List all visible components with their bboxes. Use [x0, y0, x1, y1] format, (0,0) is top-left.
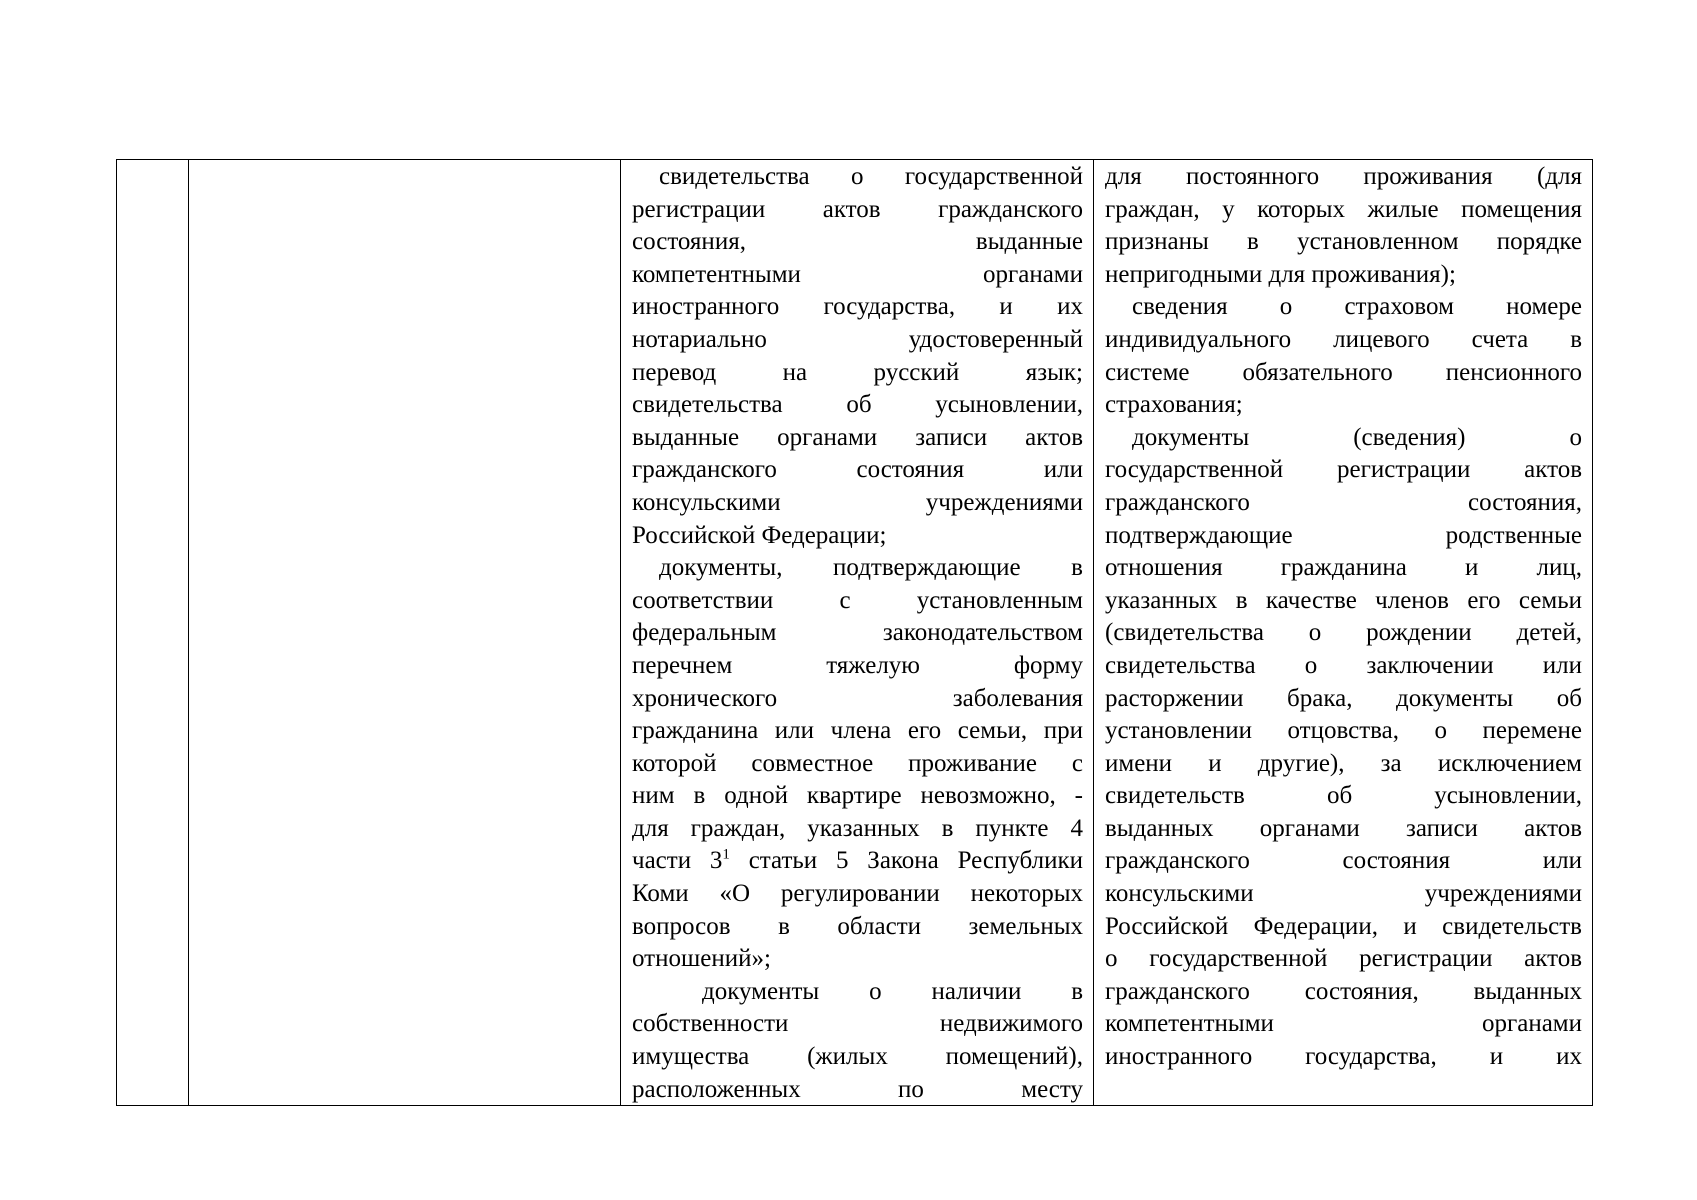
text-line: о государственной регистрации актов: [1105, 945, 1582, 973]
text-line: нотариально удостоверенный: [632, 325, 1083, 353]
text-line: гражданского состояния или: [632, 456, 1083, 484]
text-line: перевод на русский язык;: [632, 358, 1083, 386]
text-line: федеральным законодательством: [632, 619, 1083, 647]
text-line: Коми «О регулировании некоторых: [632, 880, 1083, 908]
text-line: [632, 845, 1083, 878]
text-line: государственной регистрации актов: [1105, 456, 1582, 484]
text-line: непригодными для проживания);: [1105, 260, 1456, 288]
text-line: выданных органами записи актов: [1105, 814, 1582, 842]
text-line: системе обязательного пенсионного: [1105, 358, 1582, 386]
text-line: консульскими учреждениями: [1105, 880, 1582, 908]
text-line: состояния, выданные: [632, 228, 1083, 256]
text-line: расторжении брака, документы об: [1105, 684, 1582, 712]
text-line: установлении отцовства, о перемене: [1105, 717, 1582, 745]
text-line: регистрации актов гражданского: [632, 195, 1083, 223]
text-line: перечнем тяжелую форму: [632, 651, 1083, 679]
text-line: признаны в установленном порядке: [1105, 228, 1582, 256]
text-line: Российской Федерации, и свидетельств: [1105, 912, 1582, 940]
text-line: вопросов в области земельных: [632, 912, 1083, 940]
text-line: собственности недвижимого: [632, 1010, 1083, 1038]
text-line: ним в одной квартире невозможно, -: [632, 782, 1083, 810]
text-line: свидетельства о государственной: [659, 163, 1083, 190]
text-line: отношения гражданина и лиц,: [1105, 554, 1582, 582]
text-fragment: статьи 5 Закона Республики: [729, 847, 1083, 875]
text-line: компетентными органами: [632, 260, 1083, 288]
text-line: расположенных по месту: [632, 1075, 1083, 1103]
table-row: [117, 160, 1593, 1106]
text-line: указанных в качестве членов его семьи: [1105, 586, 1582, 614]
text-line: свидетельства о заключении или: [1105, 651, 1582, 679]
superscript: 1: [722, 847, 730, 864]
text-line: соответствии с установленным: [632, 586, 1083, 614]
documents-cell: [621, 160, 1094, 1106]
text-line: документы о наличии в: [702, 977, 1083, 1005]
text-line: сведения о страховом номере: [1132, 293, 1582, 321]
text-line: документы (сведения) о: [1132, 423, 1582, 451]
document-table: [116, 159, 1593, 1106]
text-line: иностранного государства, и их: [632, 293, 1083, 321]
text-line: подтверждающие родственные: [1105, 521, 1582, 549]
details-cell: [1094, 160, 1593, 1106]
text-line: консульскими учреждениями: [632, 488, 1083, 516]
text-line: иностранного государства, и их: [1105, 1043, 1582, 1071]
text-line: для граждан, указанных в пункте 4: [632, 814, 1083, 842]
text-line: которой совместное проживание с: [632, 749, 1083, 777]
text-line: хронического заболевания: [632, 684, 1083, 712]
text-line: гражданского состояния, выданных: [1105, 977, 1582, 1005]
name-cell: [189, 160, 621, 1106]
text-fragment: части 3: [632, 847, 723, 875]
text-line: граждан, у которых жилые помещения: [1105, 195, 1582, 223]
text-line: имени и другие), за исключением: [1105, 749, 1582, 777]
number-cell: [117, 160, 189, 1106]
text-line: Российской Федерации;: [632, 521, 887, 549]
text-line: гражданского состояния,: [1105, 488, 1582, 516]
text-line: гражданина или члена его семьи, при: [632, 717, 1083, 745]
text-line: индивидуального лицевого счета в: [1105, 325, 1582, 353]
text-line: имущества (жилых помещений),: [632, 1043, 1083, 1071]
text-line: отношений»;: [632, 945, 771, 973]
text-line: выданные органами записи актов: [632, 423, 1083, 451]
documents-text: [621, 160, 1093, 1105]
text-line: страхования;: [1105, 391, 1243, 419]
text-line: для постоянного проживания (для: [1105, 163, 1582, 190]
text-line: гражданского состояния или: [1105, 847, 1582, 875]
text-line: документы, подтверждающие в: [659, 554, 1083, 582]
text-line: свидетельства об усыновлении,: [632, 391, 1083, 419]
details-text: [1094, 160, 1592, 1105]
text-line: (свидетельства о рождении детей,: [1105, 619, 1582, 647]
text-line: компетентными органами: [1105, 1010, 1582, 1038]
text-line: свидетельств об усыновлении,: [1105, 782, 1582, 810]
